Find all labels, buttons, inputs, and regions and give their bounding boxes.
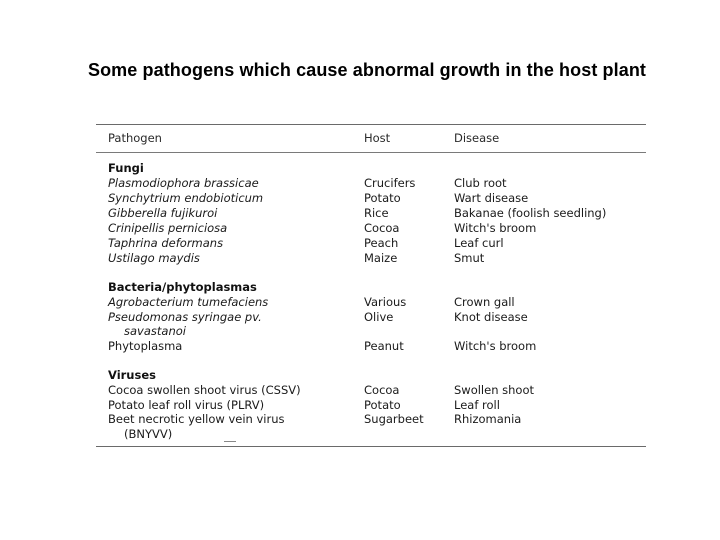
disease-cell: Rhizomania	[454, 412, 522, 426]
disease-cell: Crown gall	[454, 295, 515, 309]
header-pathogen: Pathogen	[108, 131, 162, 145]
pathogen-cell: Beet necrotic yellow vein virus	[108, 412, 285, 426]
header-host: Host	[364, 131, 391, 145]
table-top-rule	[96, 124, 646, 125]
host-cell: Potato	[364, 398, 401, 412]
pathogen-cell: Crinipellis perniciosa	[108, 221, 228, 235]
table-stub-rule	[224, 441, 236, 442]
disease-cell: Leaf roll	[454, 398, 500, 412]
host-cell: Cocoa	[364, 383, 400, 397]
page-title: Some pathogens which cause abnormal growth in the host plant	[87, 60, 647, 80]
disease-cell: Witch's broom	[454, 221, 537, 235]
header-disease: Disease	[454, 131, 500, 145]
pathogen-cell-continued: (BNYVV)	[124, 427, 173, 441]
pathogen-cell-continued: savastanoi	[124, 324, 186, 338]
disease-cell: Leaf curl	[454, 236, 504, 250]
disease-cell: Knot disease	[454, 310, 528, 324]
group-label: Viruses	[108, 368, 156, 382]
host-cell: Cocoa	[364, 221, 400, 235]
host-cell: Crucifers	[364, 176, 416, 190]
disease-cell: Club root	[454, 176, 507, 190]
host-cell: Maize	[364, 251, 398, 265]
host-cell: Peach	[364, 236, 399, 250]
pathogen-cell: Agrobacterium tumefaciens	[108, 295, 269, 309]
pathogen-cell: Potato leaf roll virus (PLRV)	[108, 398, 265, 412]
disease-cell: Wart disease	[454, 191, 529, 205]
pathogen-cell: Cocoa swollen shoot virus (CSSV)	[108, 383, 301, 397]
pathogen-table	[96, 118, 646, 454]
pathogen-cell: Synchytrium endobioticum	[108, 191, 264, 205]
disease-cell: Bakanae (foolish seedling)	[454, 206, 607, 220]
pathogen-cell: Taphrina deformans	[108, 236, 224, 250]
host-cell: Rice	[364, 206, 389, 220]
disease-cell: Smut	[454, 251, 485, 265]
host-cell: Olive	[364, 310, 394, 324]
group-label: Bacteria/phytoplasmas	[108, 280, 257, 294]
host-cell: Sugarbeet	[364, 412, 424, 426]
table-header-rule	[96, 152, 646, 153]
host-cell: Various	[364, 295, 407, 309]
pathogen-cell: Plasmodiophora brassicae	[108, 176, 259, 190]
pathogen-cell: Ustilago maydis	[108, 251, 200, 265]
pathogen-cell: Phytoplasma	[108, 339, 183, 353]
pathogen-cell: Pseudomonas syringae pv.	[108, 310, 262, 324]
pathogen-cell: Gibberella fujikuroi	[108, 206, 218, 220]
table-bottom-rule	[96, 446, 646, 447]
host-cell: Peanut	[364, 339, 404, 353]
group-label: Fungi	[108, 161, 144, 175]
disease-cell: Swollen shoot	[454, 383, 535, 397]
disease-cell: Witch's broom	[454, 339, 537, 353]
host-cell: Potato	[364, 191, 401, 205]
